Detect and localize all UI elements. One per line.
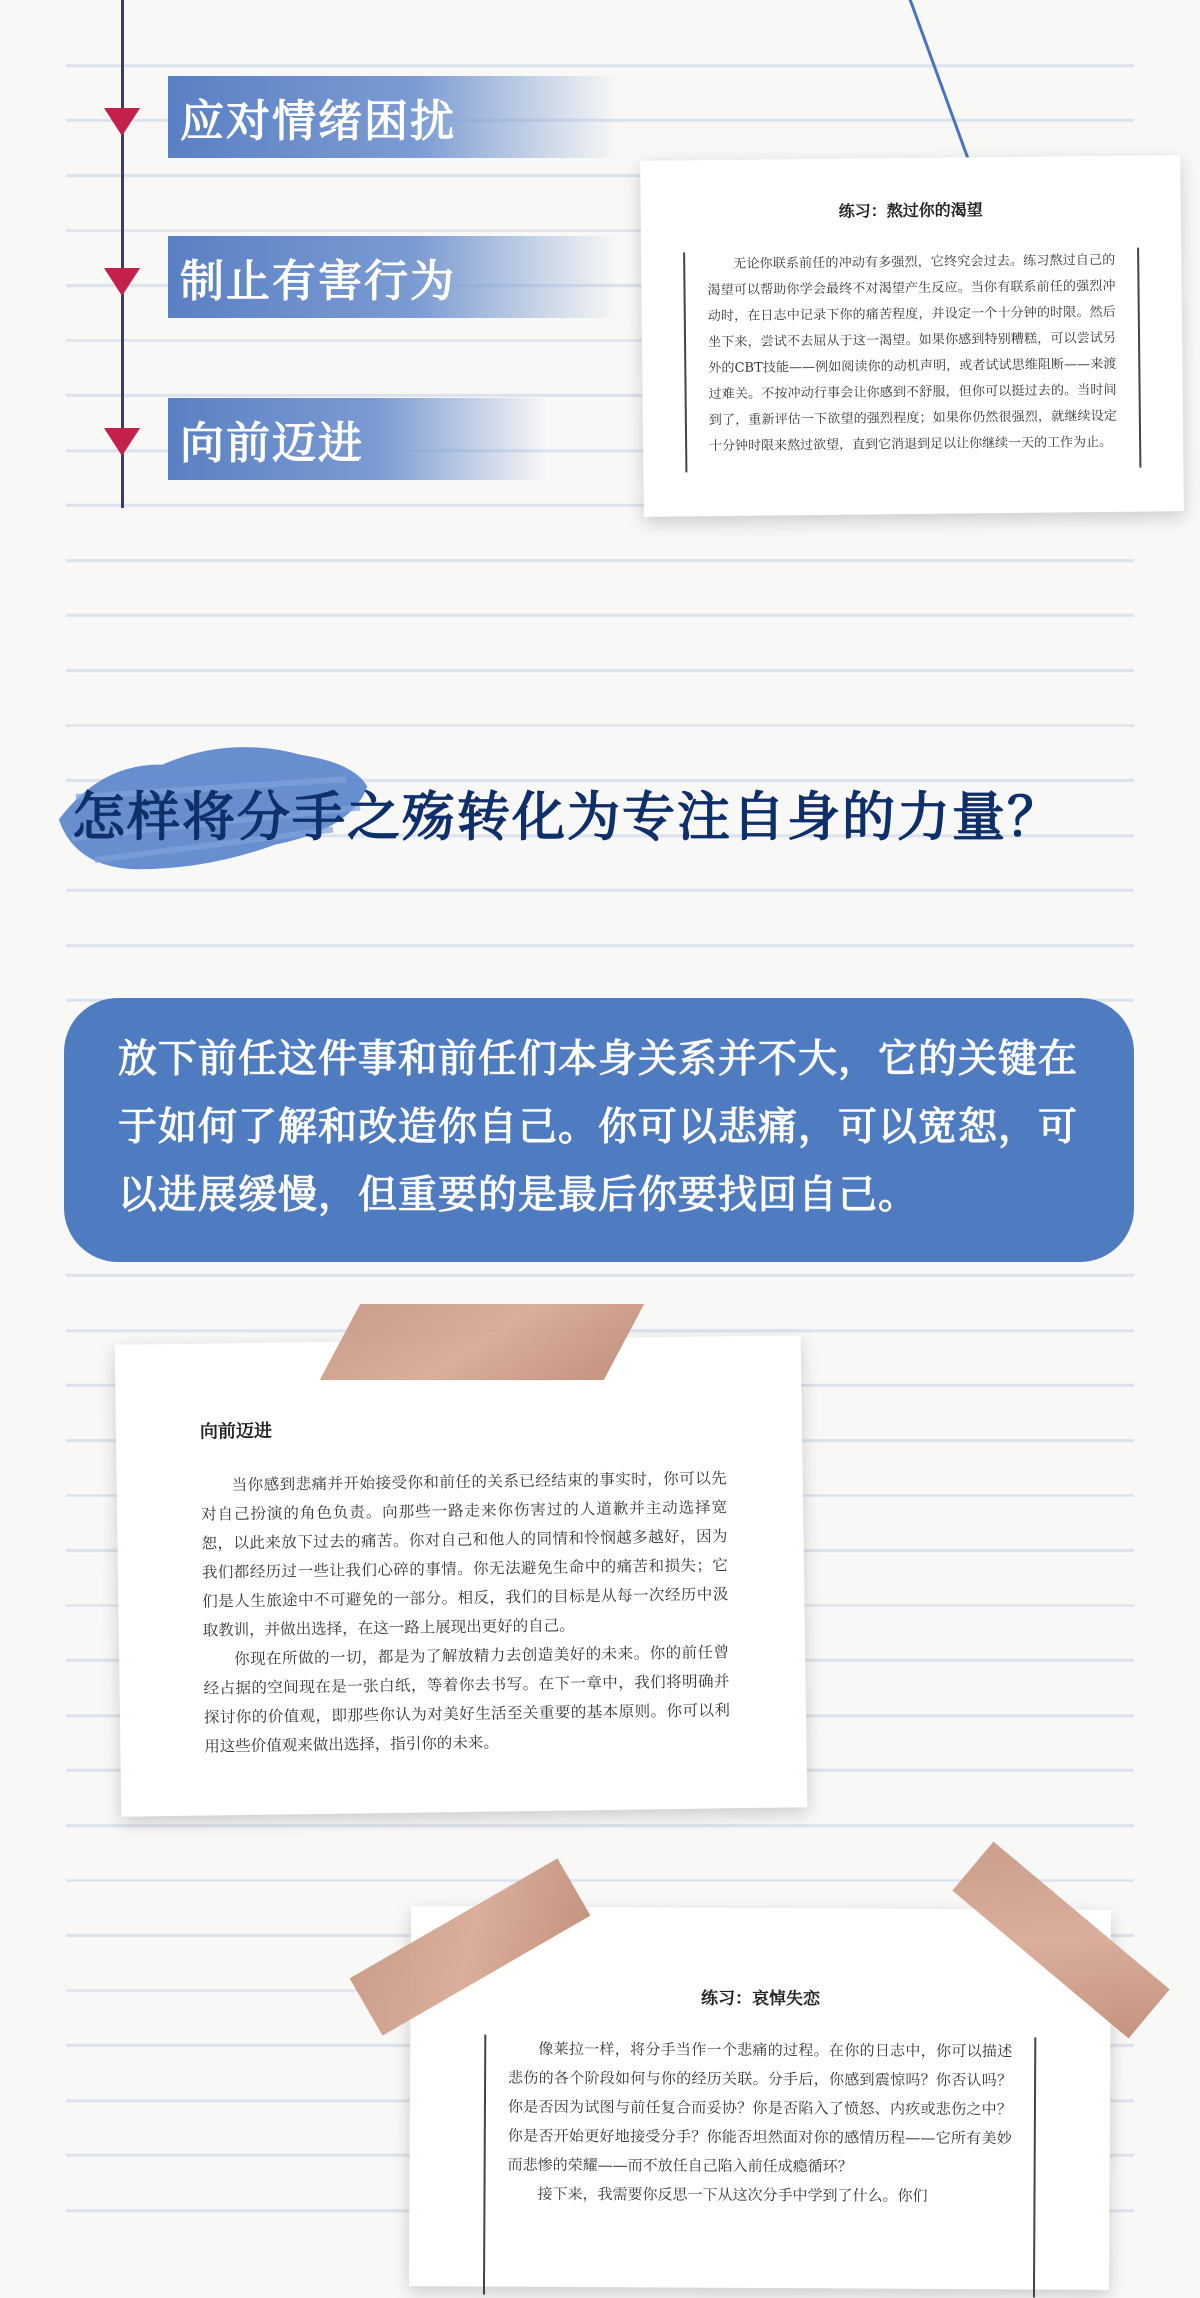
tape-decoration [320,1304,644,1380]
step-1-label: 应对情绪困扰 [180,96,456,147]
step-3-arrow-icon [104,428,140,456]
book-page-paragraph-1: 当你感到悲痛并开始接受你和前任的关系已经结束的事实时，你可以先对自己扮演的角色负责。向那些一路走来你伤害过的人道歉并主动选择宽恕，以此来放下过去的痛苦。你对自己和他人的同情和怜悯越多越好，因为我们都经历过一些让我们心碎的事情。你无法避免生命中的痛苦和损失；它们是人生旅途中不可避免的一部分。相反，我们的目标是从每一次经历中汲取教训，并做出选择，在这一路上展现出更好的自己。 [200,1469,729,1640]
step-2 [168,236,618,318]
exercise-card-grief [409,1906,1111,2290]
exercise-card-grief-title: 练习：哀悼失恋 [700,1988,821,2010]
exercise-card-grief-paragraph-2: 接下来，我需要你反思一下从这次分手中学到了什么。你们 [537,2184,928,2205]
book-page-body [201,1464,731,1761]
step-2-label: 制止有害行为 [180,256,456,307]
exercise-card-grief-paragraph-1: 像莱拉一样，将分手当作一个悲痛的过程。在你的日志中，你可以描述悲伤的各个阶段如何与你的经历关联。分手后，你感到震惊吗？你否认吗？你是否因为试图与前任复合而妥协？你是否陷入了愤怒、内疚或悲伤之中？你是否开始更好地接受分手？你能否坦然面对你的感情历程——它所有美妙而悲惨的荣耀——而不放任自己陷入前任成瘾循环？ [507,2039,1013,2176]
exercise-card-craving [640,155,1184,517]
section-heading: 怎样将分手之殇转化为专注自身的力量？ [72,787,1062,848]
book-page-title: 向前迈进 [199,1420,273,1443]
exercise-card-grief-body [483,2035,1036,2298]
key-message-callout [64,998,1134,1262]
exercise-card-craving-title: 练习：熬过你的渴望 [838,200,983,221]
exercise-card-craving-body: 无论你联系前任的冲动有多强烈，它终究会过去。练习熬过自己的渴望可以帮助你学会最终不对渴望产生反应。当你有联系前任的强烈冲动时，在日志中记录下你的痛苦程度，并设定一个十分钟的时限。然后坐下来，尝试不去屈从于这一渴望。如果你感到特别糟糕，可以尝试另外的CBT技能——例如阅读你的动机声明，或者试试思维阻断——来渡过难关。不按冲动行事会让你感到不舒服，但你可以挺过去的。当时间到了，重新评估一下欲望的强烈程度；如果你仍然很强烈，就继续设定十分钟时限来熬过欲望，直到它消退到足以让你继续一天的工作为止。 [683,248,1141,473]
page-margin-left [0,0,66,2250]
step-1-arrow-icon [104,108,140,136]
connector-line [905,0,969,159]
step-1 [168,76,618,158]
step-3-label: 向前迈进 [180,418,364,469]
key-message-text: 放下前任这件事和前任们本身关系并不大，它的关键在于如何了解和改造你自己。你可以悲痛，可以宽恕，可以进展缓慢，但重要的是最后你要找回自己。 [118,1037,1079,1218]
book-page-card [115,1335,808,1817]
step-3 [168,398,548,480]
book-page-paragraph-2: 你现在所做的一切，都是为了解放精力去创造美好的未来。你的前任曾经占据的空间现在是一张白纸，等着你去书写。在下一章中，我们将明确并探讨你的价值观，即那些你认为对美好生活至关重要的基本原则。你可以利用这些价值观来做出选择，指引你的未来。 [203,1643,731,1756]
step-2-arrow-icon [104,268,140,296]
